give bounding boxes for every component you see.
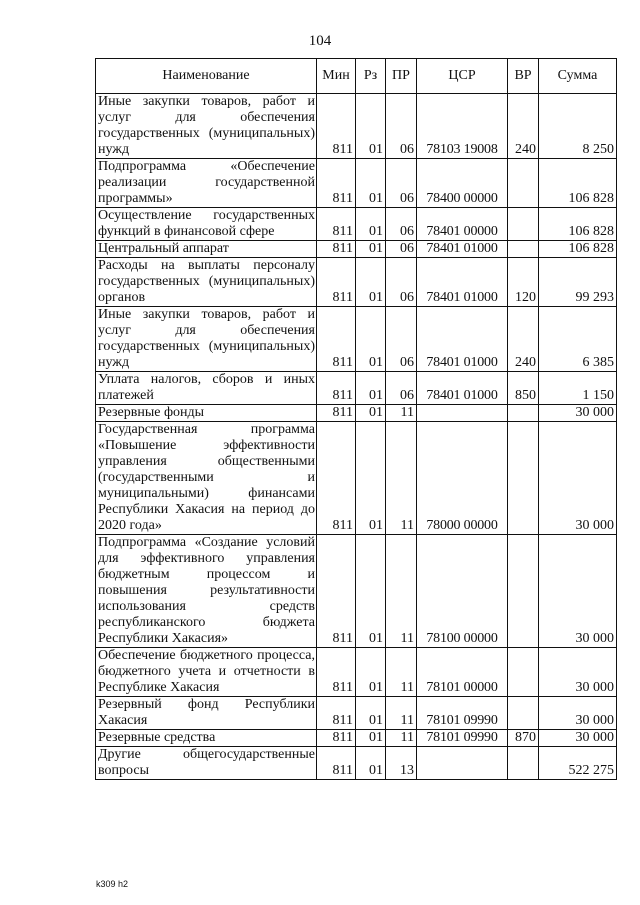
table-row [96,730,617,747]
header-vr: ВР [508,59,539,94]
row-vr [508,747,539,780]
row-pr: 06 [386,307,417,372]
row-name: Осуществление государственных функций в финансовой сфере [96,208,317,241]
table-row [96,208,617,241]
table-row [96,405,617,422]
table-row [96,258,617,307]
row-sum: 106 828 [539,159,617,208]
row-vr: 850 [508,372,539,405]
row-name: Резервный фонд Республики Хакасия [96,697,317,730]
row-vr: 240 [508,307,539,372]
row-name: Подпрограмма «Обеспечение реализации государственной программы» [96,159,317,208]
row-csr: 78101 09990 [417,697,508,730]
row-name: Резервные средства [96,730,317,747]
row-vr [508,422,539,535]
row-vr: 240 [508,94,539,159]
row-csr: 78401 01000 [417,258,508,307]
row-pr: 06 [386,241,417,258]
row-rz: 01 [356,697,386,730]
row-min: 811 [317,747,356,780]
row-vr [508,241,539,258]
row-name: Расходы на выплаты персоналу государственных (муниципальных) органов [96,258,317,307]
header-name: Наименование [96,59,317,94]
row-pr: 06 [386,372,417,405]
row-pr: 06 [386,159,417,208]
row-name: Резервные фонды [96,405,317,422]
row-rz: 01 [356,422,386,535]
row-rz: 01 [356,258,386,307]
header-pr: ПР [386,59,417,94]
row-sum: 30 000 [539,535,617,648]
row-pr: 06 [386,94,417,159]
row-pr: 11 [386,730,417,747]
row-sum: 30 000 [539,405,617,422]
row-min: 811 [317,535,356,648]
row-csr: 78401 01000 [417,307,508,372]
header-min: Мин [317,59,356,94]
table-row [96,697,617,730]
row-rz: 01 [356,94,386,159]
row-sum: 99 293 [539,258,617,307]
row-sum: 30 000 [539,730,617,747]
header-rz: Рз [356,59,386,94]
row-csr [417,747,508,780]
row-min: 811 [317,241,356,258]
row-vr [508,405,539,422]
row-vr [508,208,539,241]
row-vr: 870 [508,730,539,747]
row-rz: 01 [356,730,386,747]
row-pr: 11 [386,535,417,648]
table-row [96,94,617,159]
footer-code: k309 h2 [96,879,129,889]
row-rz: 01 [356,535,386,648]
row-name: Государственная программа «Повышение эффективности управления общественными (государственными и муниципальными) финансами Республики Хакасия на период до 2020 года» [96,422,317,535]
row-vr [508,697,539,730]
table-row [96,307,617,372]
row-min: 811 [317,422,356,535]
row-min: 811 [317,307,356,372]
row-rz: 01 [356,241,386,258]
row-csr [417,405,508,422]
row-min: 811 [317,648,356,697]
row-csr: 78101 09990 [417,730,508,747]
row-min: 811 [317,405,356,422]
row-pr: 11 [386,422,417,535]
row-name: Обеспечение бюджетного процесса, бюджетного учета и отчетности в Республике Хакасия [96,648,317,697]
row-min: 811 [317,730,356,747]
row-sum: 106 828 [539,241,617,258]
row-pr: 11 [386,648,417,697]
table-header-row [96,59,617,94]
row-pr: 11 [386,405,417,422]
header-csr: ЦСР [417,59,508,94]
row-sum: 1 150 [539,372,617,405]
table-row [96,422,617,535]
row-csr: 78401 01000 [417,241,508,258]
row-vr [508,159,539,208]
row-rz: 01 [356,747,386,780]
row-sum: 30 000 [539,422,617,535]
header-sum: Сумма [539,59,617,94]
row-sum: 30 000 [539,648,617,697]
row-name: Подпрограмма «Создание условий для эффективного управления бюджетным процессом и повышения результативности использования средств республиканского бюджета Республики Хакасия» [96,535,317,648]
row-rz: 01 [356,159,386,208]
row-sum: 6 385 [539,307,617,372]
page-number: 104 [308,33,332,49]
row-rz: 01 [356,405,386,422]
row-name: Иные закупки товаров, работ и услуг для обеспечения государственных (муниципальных) нужд [96,307,317,372]
row-sum: 8 250 [539,94,617,159]
row-pr: 06 [386,258,417,307]
row-min: 811 [317,159,356,208]
row-sum: 30 000 [539,697,617,730]
budget-table [95,58,617,780]
row-vr: 120 [508,258,539,307]
row-min: 811 [317,208,356,241]
row-pr: 11 [386,697,417,730]
row-rz: 01 [356,208,386,241]
row-pr: 06 [386,208,417,241]
row-sum: 522 275 [539,747,617,780]
row-csr: 78100 00000 [417,535,508,648]
table-row [96,159,617,208]
row-csr: 78401 00000 [417,208,508,241]
row-rz: 01 [356,372,386,405]
table-row [96,372,617,405]
row-csr: 78400 00000 [417,159,508,208]
row-min: 811 [317,94,356,159]
row-csr: 78401 01000 [417,372,508,405]
row-rz: 01 [356,648,386,697]
table-row [96,535,617,648]
row-min: 811 [317,372,356,405]
row-name: Центральный аппарат [96,241,317,258]
row-name: Другие общегосударственные вопросы [96,747,317,780]
row-min: 811 [317,697,356,730]
row-csr: 78000 00000 [417,422,508,535]
row-sum: 106 828 [539,208,617,241]
table-row [96,747,617,780]
row-name: Иные закупки товаров, работ и услуг для обеспечения государственных (муниципальных) нужд [96,94,317,159]
row-min: 811 [317,258,356,307]
table-body [96,94,617,780]
row-pr: 13 [386,747,417,780]
row-rz: 01 [356,307,386,372]
row-vr [508,648,539,697]
row-vr [508,535,539,648]
row-csr: 78103 19008 [417,94,508,159]
row-name: Уплата налогов, сборов и иных платежей [96,372,317,405]
row-csr: 78101 00000 [417,648,508,697]
table-row [96,241,617,258]
table-row [96,648,617,697]
